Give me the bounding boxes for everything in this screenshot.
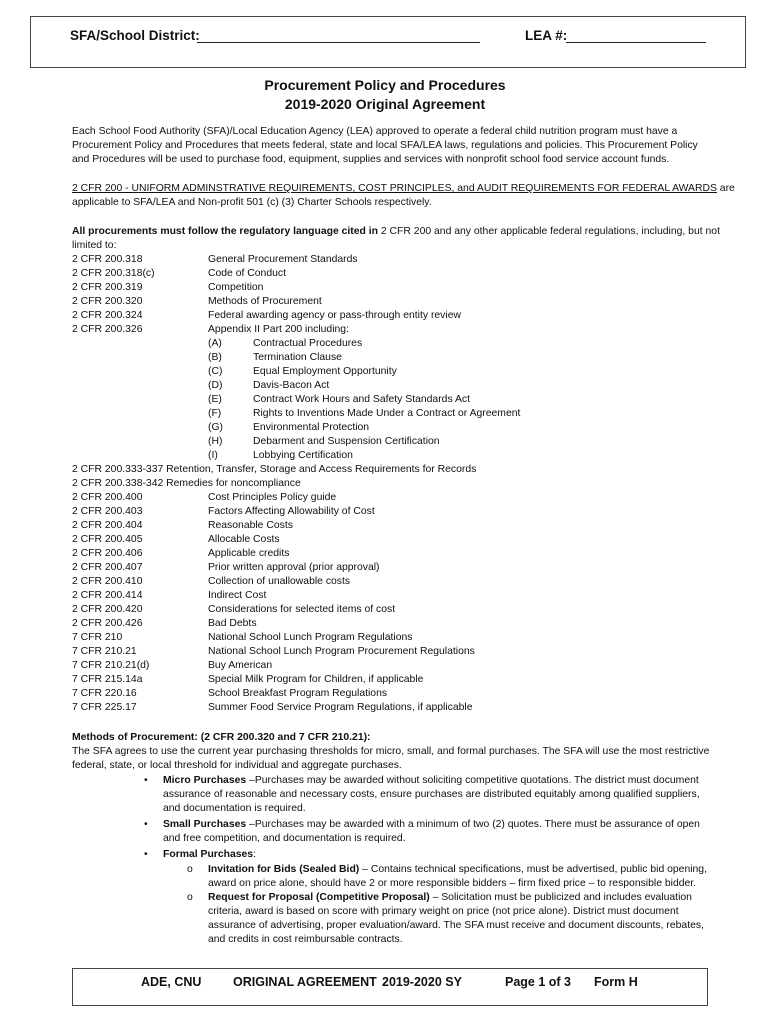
small-text: –Purchases may be awarded with a minimum of two (2) quotes. There must be assurance of open <box>246 819 700 830</box>
bullet-icon: • <box>144 819 148 830</box>
footer-agreement: ORIGINAL AGREEMENT <box>233 975 377 989</box>
procurements-bold: All procurements must follow the regulatory language cited in <box>72 226 378 237</box>
reg-code: 7 CFR 225.17 <box>72 702 137 713</box>
appendix-desc: Contract Work Hours and Safety Standards Act <box>253 394 470 405</box>
reg-desc: Allocable Costs <box>208 534 280 545</box>
appendix-letter: (F) <box>208 408 222 419</box>
reg-code: 2 CFR 200.404 <box>72 520 143 531</box>
reg-code: 2 CFR 200.324 <box>72 310 143 321</box>
reg-code: 2 CFR 200.406 <box>72 548 143 559</box>
reg-desc: Summer Food Service Program Regulations, if applicable <box>208 702 473 713</box>
micro-label: Micro Purchases <box>163 775 247 786</box>
reg-code: 7 CFR 210.21(d) <box>72 660 150 671</box>
appendix-letter: (B) <box>208 352 222 363</box>
reg-code: 2 CFR 200.326 <box>72 324 143 335</box>
reg-code: 2 CFR 200.407 <box>72 562 143 573</box>
reg-code: 7 CFR 210.21 <box>72 646 137 657</box>
reg-desc: Cost Principles Policy guide <box>208 492 337 503</box>
procurements-line: limited to: <box>72 240 117 251</box>
reg-desc: Applicable credits <box>208 548 290 559</box>
reg-code: 2 CFR 200.403 <box>72 506 143 517</box>
reg-desc: Code of Conduct <box>208 268 286 279</box>
reg-desc: Federal awarding agency or pass-through entity review <box>208 310 461 321</box>
reg-code: 2 CFR 200.410 <box>72 576 143 587</box>
appendix-desc: Lobbying Certification <box>253 450 353 461</box>
reg-desc: Factors Affecting Allowability of Cost <box>208 506 375 517</box>
reg-code: 2 CFR 200.400 <box>72 492 143 503</box>
micro-text: –Purchases may be awarded without soliciting competitive quotations. The district must document <box>246 775 699 786</box>
reg-desc: National School Lunch Program Procurement Regulations <box>208 646 475 657</box>
reg-desc: Bad Debts <box>208 618 257 629</box>
reg-desc: Indirect Cost <box>208 590 267 601</box>
sub-bullet-icon: o <box>187 864 193 875</box>
reg-code: 2 CFR 200.420 <box>72 604 143 615</box>
reg-desc: School Breakfast Program Regulations <box>208 688 388 699</box>
formal-colon: : <box>253 849 256 860</box>
reg-code: 7 CFR 210 <box>72 632 123 643</box>
appendix-desc: Termination Clause <box>253 352 342 363</box>
micro-purchases <box>163 774 699 788</box>
reg-code: 7 CFR 215.14a <box>72 674 143 685</box>
reg-code: 2 CFR 200.426 <box>72 618 143 629</box>
cfr-notice-tail: are <box>716 183 735 194</box>
rfp-line: assurance of advertising, proper evaluation/award. The SFA must receive and document discounts, rebates, <box>208 920 704 931</box>
small-label: Small Purchases <box>163 819 247 830</box>
doc-title: Procurement Policy and Procedures <box>264 77 506 93</box>
appendix-desc: Rights to Inventions Made Under a Contract or Agreement <box>253 408 521 419</box>
reg-desc: Buy American <box>208 660 273 671</box>
reg-desc: Competition <box>208 282 264 293</box>
appendix-letter: (D) <box>208 380 223 391</box>
bullet-icon: • <box>144 849 148 860</box>
rfp-label: Request for Proposal (Competitive Proposal) <box>208 892 430 903</box>
cfr-notice-title: 2 CFR 200 - UNIFORM ADMINSTRATIVE REQUIREMENTS, COST PRINCIPLES, and AUDIT REQUIREMENTS FOR FEDERAL AWARDS <box>72 183 717 194</box>
reg-inline: 2 CFR 200.338-342 Remedies for noncompliance <box>72 478 301 489</box>
methods-heading: Methods of Procurement: (2 CFR 200.320 and 7 CFR 210.21): <box>72 732 371 743</box>
sub-bullet-icon: o <box>187 892 193 903</box>
rfp-line: and credits in cost reimbursable contracts. <box>208 934 403 945</box>
footer-form: Form H <box>594 975 638 989</box>
reg-desc: Reasonable Costs <box>208 520 293 531</box>
district-field[interactable] <box>197 42 480 43</box>
reg-code: 2 CFR 200.319 <box>72 282 143 293</box>
procurements-rest: 2 CFR 200 and any other applicable federal regulations, including, but not <box>378 226 720 237</box>
footer-org: ADE, CNU <box>141 975 202 989</box>
reg-desc: Prior written approval (prior approval) <box>208 562 380 573</box>
formal-label: Formal Purchases <box>163 849 254 860</box>
doc-subtitle: 2019-2020 Original Agreement <box>284 96 486 112</box>
ifb-text: – Contains technical specifications, must be advertised, public bid opening, <box>359 864 707 875</box>
bullet-icon: • <box>144 775 148 786</box>
intro-line: and Procedures will be used to purchase food, equipment, supplies and services with nonprofit school food service account funds. <box>72 154 670 165</box>
appendix-desc: Debarment and Suspension Certification <box>253 436 440 447</box>
appendix-desc: Davis-Bacon Act <box>253 380 330 391</box>
appendix-letter: (C) <box>208 366 223 377</box>
appendix-desc: Equal Employment Opportunity <box>253 366 397 377</box>
ifb-item <box>208 863 707 877</box>
appendix-desc: Contractual Procedures <box>253 338 363 349</box>
rfp-line: criteria, award is based on score with primary weight on price (not price alone). District must document <box>208 906 679 917</box>
lea-field[interactable] <box>566 42 706 43</box>
cfr-notice-line: applicable to SFA/LEA and Non-profit 501 (c) (3) Charter Schools respectively. <box>72 197 432 208</box>
reg-code: 2 CFR 200.405 <box>72 534 143 545</box>
rfp-text: – Solicitation must be publicized and includes evaluation <box>429 892 692 903</box>
reg-inline: 2 CFR 200.333-337 Retention, Transfer, Storage and Access Requirements for Records <box>72 464 477 475</box>
reg-code: 2 CFR 200.414 <box>72 590 143 601</box>
footer-school-year: 2019-2020 SY <box>382 975 462 989</box>
footer-page-number: Page 1 of 3 <box>505 975 571 989</box>
reg-desc: Considerations for selected items of cost <box>208 604 396 615</box>
appendix-letter: (H) <box>208 436 223 447</box>
reg-desc: Appendix II Part 200 including: <box>208 324 349 335</box>
methods-line: The SFA agrees to use the current year purchasing thresholds for micro, small, and formal purchases. The SFA will use the most restrictive <box>72 746 710 757</box>
micro-line: assurance of reasonable and necessary costs, ensure purchases are distributed equitably among qualified suppliers, <box>163 789 700 800</box>
rfp-item <box>208 891 692 905</box>
intro-line: Procurement Policy and Procedures that meets federal, state and local SFA/LEA laws, regulations and policies. This Procurement Policy <box>72 140 698 151</box>
small-line: and free competition, and documentation is required. <box>163 833 406 844</box>
intro-line: Each School Food Authority (SFA)/Local Education Agency (LEA) approved to operate a federal child nutrition program must have a <box>72 126 678 137</box>
lea-label: LEA #: <box>525 28 568 43</box>
ifb-label: Invitation for Bids (Sealed Bid) <box>208 864 360 875</box>
reg-code: 2 CFR 200.320 <box>72 296 143 307</box>
appendix-desc: Environmental Protection <box>253 422 370 433</box>
reg-code: 2 CFR 200.318 <box>72 254 143 265</box>
formal-purchases <box>163 848 256 862</box>
procurements-statement <box>72 225 720 239</box>
appendix-letter: (A) <box>208 338 222 349</box>
appendix-letter: (I) <box>208 450 218 461</box>
reg-desc: Methods of Procurement <box>208 296 322 307</box>
reg-code: 7 CFR 220.16 <box>72 688 137 699</box>
cfr-notice <box>72 182 735 196</box>
ifb-line: award on price alone, should have 2 or more responsible bidders – firm fixed price – to responsible bidder. <box>208 878 697 889</box>
district-label: SFA/School District: <box>70 28 200 43</box>
small-purchases <box>163 818 700 832</box>
reg-desc: Collection of unallowable costs <box>208 576 351 587</box>
methods-line: federal, state, or local threshold for individual and aggregate purchases. <box>72 760 402 771</box>
appendix-letter: (E) <box>208 394 222 405</box>
reg-desc: General Procurement Standards <box>208 254 358 265</box>
micro-line: and documentation is required. <box>163 803 306 814</box>
reg-desc: National School Lunch Program Regulations <box>208 632 413 643</box>
reg-desc: Special Milk Program for Children, if applicable <box>208 674 424 685</box>
appendix-letter: (G) <box>208 422 224 433</box>
reg-code: 2 CFR 200.318(c) <box>72 268 155 279</box>
